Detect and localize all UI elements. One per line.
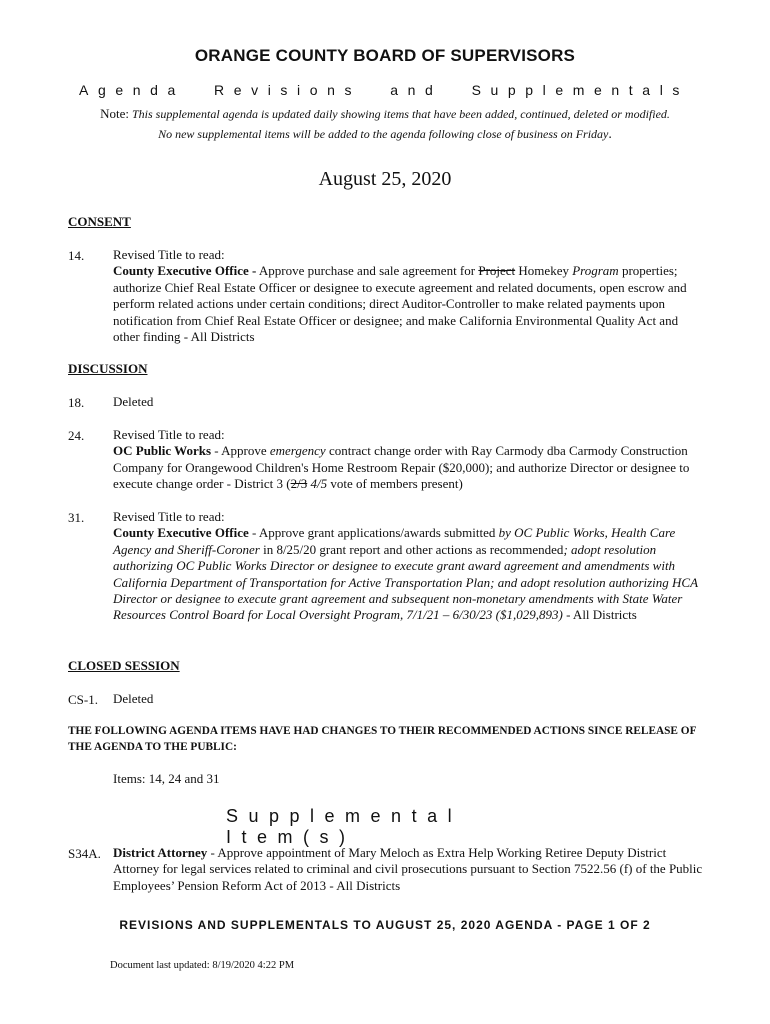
revised-intro: Revised Title to read:	[113, 509, 225, 524]
item-text: - Approve grant applications/awards submitted	[248, 525, 499, 541]
item-number: S34A.	[68, 846, 101, 861]
supplemental-heading-text: Supplemental Item(s)	[226, 806, 463, 847]
revised-intro: Revised Title to read:	[113, 427, 225, 442]
item-number: CS-1.	[68, 692, 98, 707]
item-text: in 8/25/20 grant report and other actions as recommended	[259, 541, 564, 557]
department: OC Public Works	[113, 443, 212, 459]
item-text: Approve purchase and sale agreement for	[256, 263, 479, 279]
discussion-heading: DISCUSSION	[68, 361, 148, 376]
department: County Executive Office -	[113, 263, 257, 279]
italic-text: 4/5	[310, 476, 328, 492]
department: County Executive Office	[113, 525, 249, 541]
item-number: 14.	[68, 248, 85, 263]
item-text: properties; authorize Chief Real Estate Officer or designee to execute agreement and related documents, open escrow and perform related actions under certain conditions; direct Auditor-Controller to make related payments upon notification from Chief Real Estate Officer or designee; and make California Environmental Quality Act and other finding - All Districts	[113, 263, 687, 345]
struck-text: Project	[478, 263, 516, 279]
closed-session-heading: CLOSED SESSION	[68, 658, 180, 673]
subtitle-text: Agenda Revisions and Supplementals	[79, 82, 689, 98]
meeting-date: August 25, 2020	[318, 168, 452, 190]
cs-1-text: Deleted	[113, 691, 154, 706]
note-line-2: No new supplemental items will be added to the agenda following close of business on Friday	[158, 127, 609, 141]
item-24-text	[113, 427, 703, 493]
s34a-text	[113, 845, 703, 894]
item-text: contract change order with Ray Carmody dba Carmody Construction Company for Orangewood Children's Home Restroom Repair ($20,000); and authorize Director or designee to execute change order - District 3 (	[113, 443, 690, 492]
item-number: 18.	[68, 395, 85, 410]
consent-heading: CONSENT	[68, 214, 131, 229]
last-updated: Document last updated: 8/19/2020 4:22 PM	[110, 960, 295, 971]
page-footer: REVISIONS AND SUPPLEMENTALS TO AUGUST 25, 2020 AGENDA - PAGE 1 OF 2	[119, 918, 651, 932]
supplemental-heading	[226, 806, 548, 848]
item-number: 31.	[68, 510, 85, 525]
item-text: - All Districts	[562, 607, 637, 623]
page-title: ORANGE COUNTY BOARD OF SUPERVISORS	[194, 46, 576, 65]
item-18-text: Deleted	[113, 394, 154, 409]
note-line-1: This supplemental agenda is updated daily showing items that have been added, continued, deleted or modified.	[131, 107, 670, 121]
struck-text: 2/3	[290, 476, 308, 492]
item-text: Homekey	[515, 263, 573, 279]
item-text: - Approve	[211, 443, 270, 459]
item-number: 24.	[68, 428, 85, 443]
item-14-text	[113, 247, 703, 345]
italic-text: Program	[572, 263, 619, 279]
changed-items: Items: 14, 24 and 31	[113, 771, 220, 786]
note-label: Note:	[100, 106, 129, 121]
italic-text: ; adopt resolution authorizing OC Public Works Director or designee to execute grant award agreement and amendments with California Department of Transportation for Active Transportation Plan; and adopt resolution authorizing HCA Director or designee to execute grant agreement and subsequent non-monetary amendments with State Water Resources Control Board for Local Oversight Program, 7/1/21 – 6/30/23 ($1,029,893)	[113, 541, 698, 623]
italic-text: emergency	[269, 443, 326, 459]
italic-text: by OC Public Works, Health Care Agency and Sheriff-Coroner	[113, 525, 676, 557]
supplemental-note	[0, 104, 770, 145]
item-text: vote of members present)	[327, 476, 463, 492]
item-text: - Approve appointment of Mary Meloch as Extra Help Working Retiree Deputy District Attorney for legal services related to criminal and civil prosecutions pursuant to Section 7522.56 (f) of the Public Employees’ Pension Reform Act of 2013 - All Districts	[113, 845, 703, 893]
item-31-text	[113, 509, 703, 624]
revised-intro: Revised Title to read:	[113, 247, 225, 262]
department: District Attorney	[113, 845, 208, 860]
note-period: .	[608, 127, 612, 142]
page-subtitle	[79, 82, 689, 98]
changes-notice: THE FOLLOWING AGENDA ITEMS HAVE HAD CHANGES TO THEIR RECOMMENDED ACTIONS SINCE RELEASE OF THE AGENDA TO THE PUBLIC:	[68, 725, 697, 753]
